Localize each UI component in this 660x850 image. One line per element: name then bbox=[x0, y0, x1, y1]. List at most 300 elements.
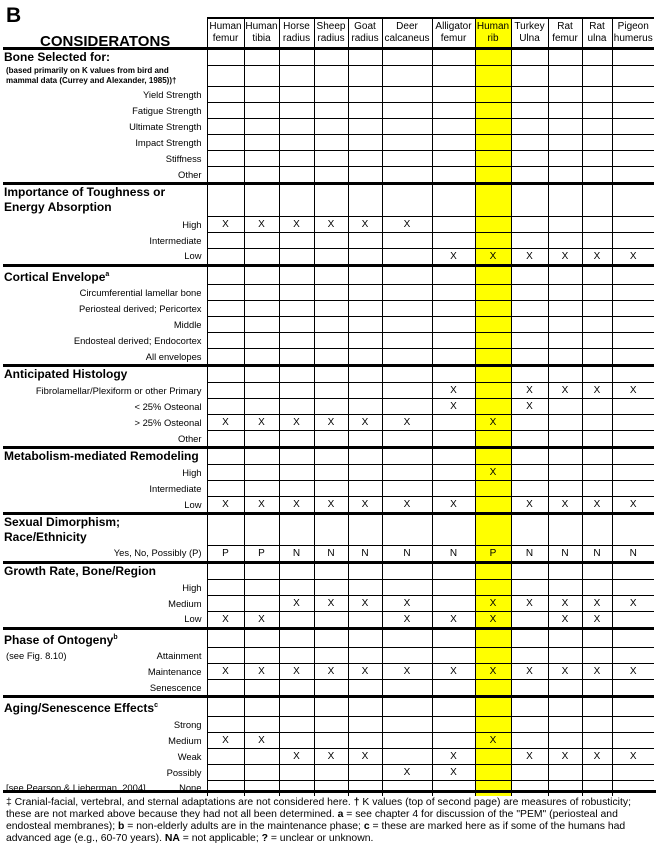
data-cell bbox=[511, 87, 548, 103]
data-cell bbox=[348, 716, 382, 732]
data-cell bbox=[348, 317, 382, 333]
data-cell: X bbox=[511, 399, 548, 415]
data-cell bbox=[548, 317, 582, 333]
row-label bbox=[3, 680, 207, 697]
data-cell bbox=[279, 716, 314, 732]
data-cell bbox=[244, 301, 279, 317]
data-cell bbox=[382, 301, 432, 317]
row-label-text: Ultimate Strength bbox=[129, 121, 202, 132]
data-cell bbox=[314, 317, 348, 333]
data-cell bbox=[207, 481, 244, 497]
data-cell bbox=[314, 349, 348, 366]
empty-cell bbox=[244, 514, 279, 546]
column-header bbox=[432, 18, 475, 49]
data-cell bbox=[207, 431, 244, 448]
data-cell bbox=[582, 317, 612, 333]
footnote-fragment: c bbox=[363, 821, 370, 832]
data-cell bbox=[475, 716, 511, 732]
section-title bbox=[3, 697, 207, 717]
data-cell bbox=[348, 135, 382, 151]
data-cell bbox=[314, 301, 348, 317]
data-cell bbox=[314, 716, 348, 732]
row-label-text: > 25% Osteonal bbox=[134, 417, 202, 428]
data-cell bbox=[314, 780, 348, 796]
row-label-text: Possibly bbox=[166, 766, 202, 778]
empty-cell bbox=[348, 628, 382, 648]
table-row bbox=[3, 119, 654, 135]
data-cell: X bbox=[432, 611, 475, 628]
section-title-text: Aging/Senescence Effects bbox=[4, 701, 155, 715]
header-spacer bbox=[3, 18, 207, 49]
data-cell bbox=[582, 135, 612, 151]
data-cell bbox=[348, 399, 382, 415]
row-label bbox=[3, 648, 207, 664]
data-cell bbox=[244, 431, 279, 448]
data-cell bbox=[314, 103, 348, 119]
data-cell: X bbox=[348, 497, 382, 514]
data-cell: X bbox=[382, 216, 432, 232]
empty-cell bbox=[582, 514, 612, 546]
data-cell bbox=[279, 732, 314, 748]
empty-cell bbox=[548, 66, 582, 87]
data-cell bbox=[314, 232, 348, 248]
data-cell bbox=[511, 216, 548, 232]
empty-cell bbox=[279, 366, 314, 383]
data-cell: X bbox=[475, 595, 511, 611]
empty-cell bbox=[244, 66, 279, 87]
column-header-line2: ulna bbox=[587, 33, 607, 44]
data-cell bbox=[612, 87, 654, 103]
empty-cell bbox=[582, 265, 612, 285]
data-cell bbox=[207, 764, 244, 780]
section-title bbox=[3, 184, 207, 217]
data-cell bbox=[207, 103, 244, 119]
data-cell bbox=[279, 135, 314, 151]
data-cell bbox=[475, 135, 511, 151]
data-cell bbox=[244, 465, 279, 481]
data-cell bbox=[511, 680, 548, 697]
data-cell bbox=[207, 333, 244, 349]
data-cell bbox=[244, 135, 279, 151]
empty-cell bbox=[475, 49, 511, 66]
data-cell bbox=[207, 648, 244, 664]
data-cell bbox=[207, 167, 244, 184]
data-cell bbox=[475, 680, 511, 697]
data-cell: X bbox=[279, 748, 314, 764]
data-cell: X bbox=[207, 732, 244, 748]
empty-cell bbox=[548, 49, 582, 66]
data-cell bbox=[348, 167, 382, 184]
data-cell bbox=[314, 383, 348, 399]
table-row bbox=[3, 301, 654, 317]
data-cell bbox=[348, 301, 382, 317]
row-label bbox=[3, 248, 207, 265]
data-cell bbox=[548, 680, 582, 697]
data-cell bbox=[432, 285, 475, 301]
empty-cell bbox=[475, 265, 511, 285]
data-cell bbox=[382, 103, 432, 119]
empty-cell bbox=[314, 66, 348, 87]
empty-cell bbox=[612, 49, 654, 66]
data-cell bbox=[207, 383, 244, 399]
data-cell: X bbox=[432, 748, 475, 764]
empty-cell bbox=[475, 697, 511, 717]
empty-cell bbox=[348, 184, 382, 217]
column-header bbox=[348, 18, 382, 49]
empty-cell bbox=[582, 66, 612, 87]
section-title-row bbox=[3, 448, 654, 465]
column-header-line1: Human bbox=[245, 21, 278, 32]
empty-cell bbox=[582, 448, 612, 465]
column-header bbox=[244, 18, 279, 49]
data-cell bbox=[279, 333, 314, 349]
data-cell bbox=[612, 680, 654, 697]
empty-cell bbox=[511, 697, 548, 717]
empty-cell bbox=[314, 265, 348, 285]
table-row bbox=[3, 579, 654, 595]
row-label-text: Medium bbox=[168, 597, 202, 609]
empty-cell bbox=[511, 628, 548, 648]
data-cell bbox=[548, 216, 582, 232]
data-cell bbox=[314, 119, 348, 135]
empty-cell bbox=[582, 184, 612, 217]
data-cell bbox=[348, 383, 382, 399]
data-cell bbox=[548, 167, 582, 184]
empty-cell bbox=[511, 448, 548, 465]
data-cell bbox=[432, 465, 475, 481]
data-cell bbox=[612, 611, 654, 628]
empty-cell bbox=[511, 49, 548, 66]
data-cell bbox=[432, 103, 475, 119]
row-label-text: Intermediate bbox=[149, 234, 202, 246]
data-cell bbox=[548, 481, 582, 497]
row-label bbox=[3, 151, 207, 167]
column-header bbox=[314, 18, 348, 49]
data-cell: N bbox=[314, 545, 348, 562]
column-header-line2: femur bbox=[212, 33, 239, 44]
data-cell bbox=[612, 135, 654, 151]
section-title-row bbox=[3, 628, 654, 648]
empty-cell bbox=[314, 697, 348, 717]
data-cell bbox=[582, 119, 612, 135]
data-cell: X bbox=[511, 248, 548, 265]
data-cell bbox=[279, 431, 314, 448]
data-cell: X bbox=[548, 595, 582, 611]
empty-cell bbox=[612, 366, 654, 383]
data-cell: X bbox=[612, 383, 654, 399]
column-header bbox=[511, 18, 548, 49]
data-cell: X bbox=[511, 664, 548, 680]
empty-cell bbox=[244, 265, 279, 285]
data-cell bbox=[612, 780, 654, 796]
data-cell bbox=[475, 481, 511, 497]
row-label bbox=[3, 415, 207, 431]
empty-cell bbox=[348, 265, 382, 285]
data-cell bbox=[314, 333, 348, 349]
column-header-line2: femur bbox=[552, 33, 578, 44]
row-label-text: All envelopes bbox=[145, 350, 202, 362]
empty-cell bbox=[612, 265, 654, 285]
empty-cell bbox=[548, 514, 582, 546]
data-cell: X bbox=[432, 399, 475, 415]
data-cell bbox=[612, 481, 654, 497]
table-row bbox=[3, 611, 654, 628]
data-cell bbox=[475, 103, 511, 119]
data-cell bbox=[612, 301, 654, 317]
data-cell bbox=[475, 748, 511, 764]
data-cell: X bbox=[475, 465, 511, 481]
data-cell bbox=[511, 301, 548, 317]
section-title-text: Growth Rate, Bone/Region bbox=[4, 563, 157, 578]
data-cell bbox=[511, 317, 548, 333]
data-cell bbox=[382, 383, 432, 399]
data-cell bbox=[612, 465, 654, 481]
data-cell: X bbox=[582, 497, 612, 514]
column-header bbox=[382, 18, 432, 49]
data-cell bbox=[511, 716, 548, 732]
empty-cell bbox=[314, 628, 348, 648]
row-label-text: Fatigue Strength bbox=[132, 105, 202, 116]
row-label bbox=[3, 465, 207, 481]
data-cell bbox=[244, 383, 279, 399]
data-cell bbox=[279, 317, 314, 333]
row-label-text: Low bbox=[184, 498, 202, 510]
data-cell bbox=[511, 333, 548, 349]
data-cell bbox=[511, 415, 548, 431]
data-cell bbox=[582, 103, 612, 119]
data-cell bbox=[475, 648, 511, 664]
footnote-marker: a bbox=[105, 270, 110, 278]
section-title-text: Anticipated Histology bbox=[4, 367, 128, 381]
data-cell bbox=[382, 349, 432, 366]
data-cell bbox=[475, 497, 511, 514]
column-header-line1: Turkey bbox=[514, 21, 545, 32]
row-label-text: High bbox=[182, 581, 202, 593]
data-cell bbox=[612, 764, 654, 780]
data-cell bbox=[279, 383, 314, 399]
data-cell bbox=[432, 780, 475, 796]
data-cell: X bbox=[244, 732, 279, 748]
empty-cell bbox=[548, 448, 582, 465]
data-cell bbox=[582, 716, 612, 732]
footnote bbox=[6, 797, 656, 845]
data-cell bbox=[244, 595, 279, 611]
empty-cell bbox=[432, 265, 475, 285]
data-cell bbox=[475, 232, 511, 248]
data-cell bbox=[348, 732, 382, 748]
empty-cell bbox=[582, 366, 612, 383]
table-row bbox=[3, 135, 654, 151]
empty-cell bbox=[475, 184, 511, 217]
data-cell: X bbox=[348, 664, 382, 680]
data-cell bbox=[511, 648, 548, 664]
empty-cell bbox=[432, 697, 475, 717]
empty-cell bbox=[382, 66, 432, 87]
empty-cell bbox=[314, 514, 348, 546]
footnote-fragment: ? bbox=[261, 833, 268, 844]
data-cell: X bbox=[207, 216, 244, 232]
data-cell bbox=[279, 167, 314, 184]
row-label bbox=[3, 285, 207, 301]
empty-cell bbox=[382, 697, 432, 717]
column-header-line1: Pigeon bbox=[617, 21, 649, 32]
data-cell bbox=[475, 301, 511, 317]
data-cell bbox=[432, 87, 475, 103]
data-cell bbox=[314, 87, 348, 103]
data-cell: X bbox=[511, 595, 548, 611]
row-label-text: Medium bbox=[168, 734, 202, 746]
table-row bbox=[3, 151, 654, 167]
row-label-text: Impact Strength bbox=[135, 137, 202, 148]
data-cell bbox=[548, 285, 582, 301]
column-header bbox=[475, 18, 511, 49]
data-cell bbox=[475, 216, 511, 232]
data-cell bbox=[314, 431, 348, 448]
data-cell bbox=[244, 648, 279, 664]
data-cell bbox=[244, 481, 279, 497]
data-cell bbox=[244, 780, 279, 796]
data-cell bbox=[612, 103, 654, 119]
data-cell bbox=[244, 764, 279, 780]
data-cell bbox=[582, 399, 612, 415]
empty-cell bbox=[548, 562, 582, 579]
data-cell: X bbox=[582, 248, 612, 265]
data-cell bbox=[548, 780, 582, 796]
data-cell bbox=[548, 732, 582, 748]
data-cell bbox=[244, 579, 279, 595]
data-cell: X bbox=[314, 664, 348, 680]
data-cell bbox=[582, 780, 612, 796]
data-cell: X bbox=[511, 497, 548, 514]
row-label bbox=[3, 349, 207, 366]
data-cell bbox=[382, 748, 432, 764]
data-cell: X bbox=[279, 216, 314, 232]
data-cell bbox=[244, 317, 279, 333]
empty-cell bbox=[207, 628, 244, 648]
data-cell bbox=[475, 399, 511, 415]
data-cell bbox=[582, 680, 612, 697]
data-cell bbox=[279, 103, 314, 119]
empty-cell bbox=[207, 184, 244, 217]
column-header-line2: calcaneus bbox=[384, 33, 430, 44]
empty-cell bbox=[244, 697, 279, 717]
footnote-fragment: a bbox=[337, 809, 344, 820]
column-header-line1: Human bbox=[476, 21, 510, 32]
data-cell bbox=[244, 248, 279, 265]
data-cell bbox=[279, 248, 314, 265]
section-title-text: Importance of Toughness or Energy Absorption bbox=[4, 185, 166, 214]
row-label bbox=[3, 317, 207, 333]
empty-cell bbox=[432, 184, 475, 217]
table-row bbox=[3, 415, 654, 431]
table-row bbox=[3, 383, 654, 399]
table-bottom-rule bbox=[3, 790, 656, 793]
empty-cell bbox=[207, 66, 244, 87]
data-cell bbox=[348, 232, 382, 248]
data-cell bbox=[582, 349, 612, 366]
empty-cell bbox=[382, 448, 432, 465]
data-cell bbox=[348, 579, 382, 595]
row-label bbox=[3, 595, 207, 611]
data-cell: X bbox=[582, 595, 612, 611]
empty-cell bbox=[382, 366, 432, 383]
empty-cell bbox=[279, 66, 314, 87]
data-cell bbox=[582, 285, 612, 301]
data-cell bbox=[348, 87, 382, 103]
data-cell bbox=[612, 333, 654, 349]
column-header-line2: rib bbox=[487, 33, 499, 44]
empty-cell bbox=[382, 49, 432, 66]
empty-cell bbox=[348, 697, 382, 717]
row-label-text: Fibrolamellar/Plexiform or other Primary bbox=[35, 385, 202, 396]
empty-cell bbox=[511, 66, 548, 87]
empty-cell bbox=[244, 49, 279, 66]
empty-cell bbox=[612, 66, 654, 87]
data-cell: X bbox=[548, 383, 582, 399]
empty-cell bbox=[511, 265, 548, 285]
data-cell bbox=[548, 648, 582, 664]
data-cell bbox=[314, 481, 348, 497]
data-cell bbox=[548, 465, 582, 481]
data-cell: X bbox=[432, 764, 475, 780]
data-cell bbox=[582, 232, 612, 248]
data-cell: X bbox=[279, 497, 314, 514]
data-cell bbox=[382, 465, 432, 481]
data-cell: X bbox=[207, 664, 244, 680]
data-cell: X bbox=[279, 595, 314, 611]
data-cell: X bbox=[207, 497, 244, 514]
empty-cell bbox=[382, 628, 432, 648]
section-note-row bbox=[3, 66, 654, 87]
row-label bbox=[3, 579, 207, 595]
column-header bbox=[612, 18, 654, 49]
data-cell bbox=[382, 680, 432, 697]
data-cell bbox=[207, 301, 244, 317]
data-cell bbox=[432, 716, 475, 732]
data-cell bbox=[548, 579, 582, 595]
data-cell bbox=[432, 317, 475, 333]
empty-cell bbox=[475, 448, 511, 465]
row-label-text: Low bbox=[184, 250, 202, 262]
table-row bbox=[3, 595, 654, 611]
data-cell bbox=[207, 135, 244, 151]
empty-cell bbox=[207, 514, 244, 546]
column-header-line2: Ulna bbox=[519, 33, 540, 44]
section-title bbox=[3, 366, 207, 383]
data-cell: P bbox=[475, 545, 511, 562]
section-title bbox=[3, 265, 207, 285]
data-cell: X bbox=[382, 764, 432, 780]
data-cell bbox=[382, 167, 432, 184]
data-cell bbox=[279, 481, 314, 497]
data-cell bbox=[207, 579, 244, 595]
empty-cell bbox=[207, 49, 244, 66]
row-label-text: High bbox=[182, 218, 202, 230]
data-cell bbox=[348, 611, 382, 628]
empty-cell bbox=[382, 184, 432, 217]
empty-cell bbox=[244, 628, 279, 648]
data-cell: X bbox=[314, 415, 348, 431]
data-cell bbox=[314, 285, 348, 301]
data-cell bbox=[475, 349, 511, 366]
data-cell bbox=[475, 780, 511, 796]
data-cell: X bbox=[382, 611, 432, 628]
row-label bbox=[3, 764, 207, 780]
empty-cell bbox=[475, 628, 511, 648]
data-cell bbox=[432, 648, 475, 664]
data-cell: X bbox=[612, 497, 654, 514]
empty-cell bbox=[314, 49, 348, 66]
